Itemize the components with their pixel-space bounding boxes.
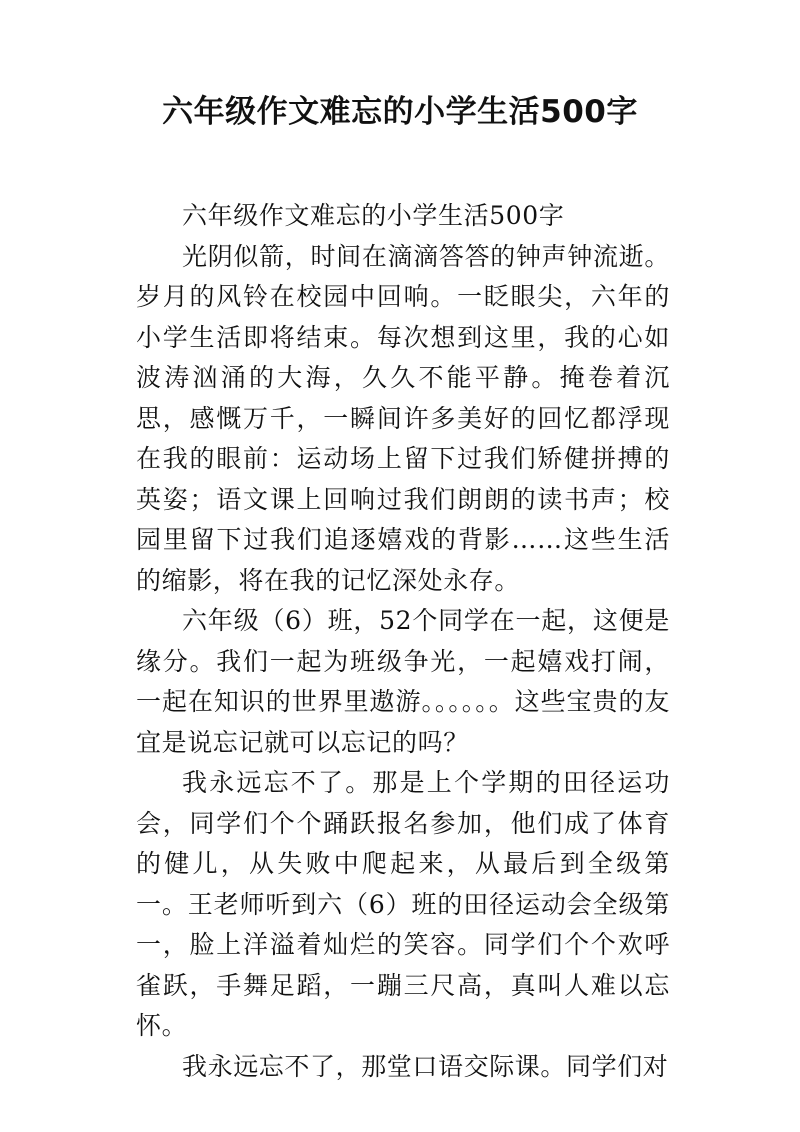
document-body bbox=[136, 196, 670, 1087]
paragraph-oral-class: 我永远忘不了，那堂口语交际课。同学们对 bbox=[182, 1051, 669, 1081]
document-title: 六年级作文难忘的小学生活500字 bbox=[162, 94, 638, 130]
paragraph-sports-meet: 我永远忘不了。那是上个学期的田径运功会，同学们个个踊跃报名参加，他们成了体育的健儿，从失败中爬起来，从最后到全级第一。王老师听到六（6）班的田径运动会全级第一，脸上洋溢着灿烂的笑容。同学们个个欢呼雀跃，手舞足蹈，一蹦三尺高，真叫人难以忘怀。 bbox=[136, 768, 670, 1040]
paragraph-class-friendship: 六年级（6）班，52个同学在一起，这便是缘分。我们一起为班级争光，一起嬉戏打闹，一起在知识的世界里遨游。。。。。。这些宝贵的友宜是说忘记就可以忘记的吗？ bbox=[136, 606, 670, 757]
paragraph-intro: 光阴似箭，时间在滴滴答答的钟声钟流逝。岁月的风铃在校园中回响。一眨眼尖，六年的小学生活即将结束。每次想到这里，我的心如波涛汹涌的大海，久久不能平静。掩卷着沉思，感慨万千，一瞬间许多美好的回忆都浮现在我的眼前：运动场上留下过我们矫健拼搏的英姿；语文课上回响过我们朗朗的读书声；校园里留下过我们追逐嬉戏的背影……这些生活的缩影，将在我的记忆深处永存。 bbox=[136, 241, 670, 595]
paragraph-subtitle: 六年级作文难忘的小学生活500字 bbox=[182, 201, 565, 230]
